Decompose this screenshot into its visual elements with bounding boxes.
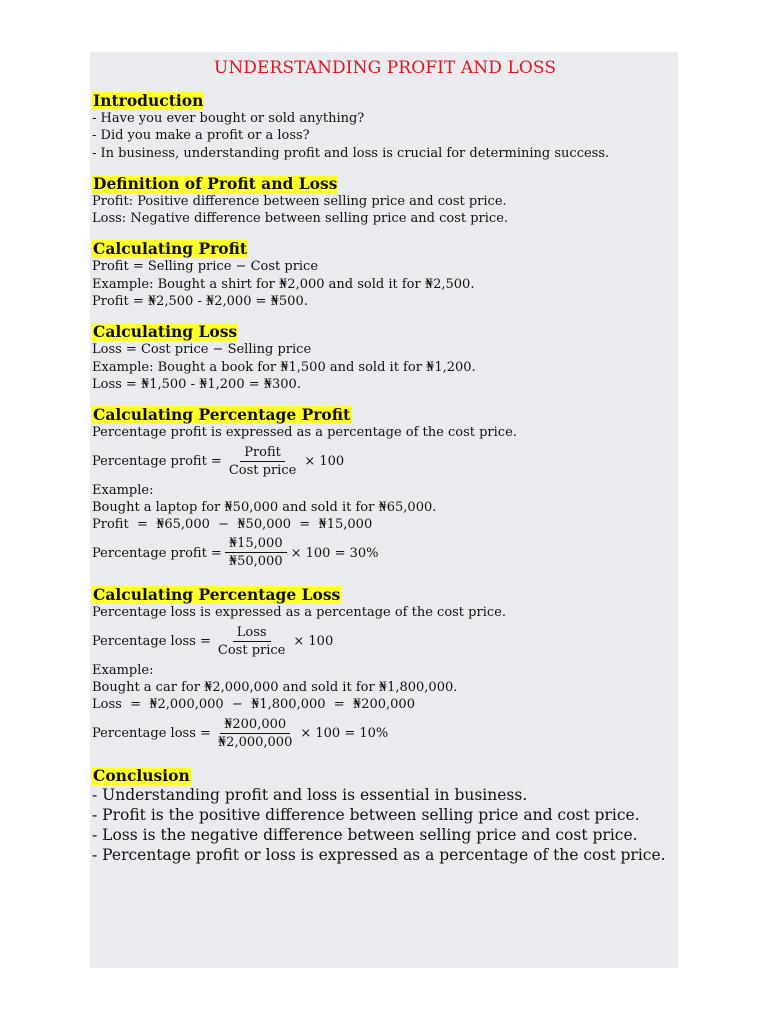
formula-fraction (214, 624, 289, 660)
loss-line: Loss = ₦1,500 - ₦1,200 = ₦300. (92, 376, 301, 392)
formula-denominator: ₦50,000 (228, 554, 283, 570)
section-heading: Calculating Profit (93, 239, 248, 259)
section-definition (92, 174, 678, 228)
pct-loss-intro: Percentage loss is expressed as a percentage of the cost price. (92, 605, 506, 621)
section-heading: Introduction (93, 91, 204, 110)
conclusion-line: - Percentage profit or loss is expressed as a percentage of the cost price. (92, 845, 666, 864)
loss-line: Example: Bought a book for ₦1,500 and sold it for ₦1,200. (92, 359, 476, 375)
formula-denominator: ₦2,000,000 (217, 734, 293, 750)
intro-line: - In business, understanding profit and loss is crucial for determining success. (92, 145, 610, 161)
loss-line: Loss = Cost price − Selling price (92, 342, 312, 358)
conclusion-line: - Profit is the positive difference between selling price and cost price. (92, 805, 640, 824)
conclusion-line: - Loss is the negative difference between selling price and cost price. (92, 825, 638, 844)
formula-numerator: ₦200,000 (220, 716, 290, 734)
example-label: Example: (92, 482, 154, 498)
section-conclusion (92, 766, 678, 865)
formula-lhs: Percentage profit = (92, 454, 222, 470)
difference-line: Loss = ₦2,000,000 − ₦1,800,000 = ₦200,000 (92, 697, 415, 713)
pct-profit-result (92, 533, 678, 573)
pct-profit-intro: Percentage profit is expressed as a percentage of the cost price. (92, 425, 517, 441)
formula-fraction (214, 716, 296, 752)
section-heading: Conclusion (93, 765, 190, 785)
section-heading: Calculating Loss (93, 322, 238, 342)
section-percentage-profit (92, 405, 678, 573)
profit-line: Profit = ₦2,500 - ₦2,000 = ₦500. (92, 294, 308, 310)
example-line: Bought a laptop for ₦50,000 and sold it for ₦65,000. (92, 499, 437, 515)
section-calculating-loss (92, 322, 678, 393)
definition-line: Loss: Negative difference between selling price and cost price. (92, 211, 509, 227)
formula-lhs: Percentage profit = (92, 545, 222, 561)
formula-rhs: × 100 = 10% (300, 726, 389, 742)
pct-loss-formula (92, 622, 678, 662)
profit-line: Profit = Selling price − Cost price (92, 259, 319, 275)
formula-lhs: Percentage loss = (92, 634, 211, 650)
formula-numerator: ₦15,000 (225, 535, 287, 553)
formula-numerator: Profit (240, 444, 285, 462)
section-heading: Definition of Profit and Loss (93, 173, 338, 193)
difference-line: Profit = ₦65,000 − ₦50,000 = ₦15,000 (92, 517, 373, 533)
formula-lhs: Percentage loss = (92, 726, 211, 742)
conclusion-line: - Understanding profit and loss is essential in business. (92, 785, 528, 804)
section-percentage-loss (92, 585, 678, 753)
profit-line: Example: Bought a shirt for ₦2,000 and sold it for ₦2,500. (92, 276, 475, 292)
formula-rhs: × 100 (304, 454, 345, 470)
example-label: Example: (92, 662, 154, 678)
definition-line: Profit: Positive difference between selling price and cost price. (92, 193, 507, 209)
section-introduction (92, 91, 678, 162)
pct-loss-result (92, 714, 678, 754)
section-heading: Calculating Percentage Loss (93, 585, 341, 605)
formula-numerator: Loss (233, 624, 271, 642)
formula-rhs: × 100 (293, 634, 334, 650)
page-title: UNDERSTANDING PROFIT AND LOSS (213, 58, 557, 78)
formula-rhs: × 100 = 30% (290, 545, 379, 561)
intro-line: - Have you ever bought or sold anything? (92, 111, 365, 126)
section-calculating-profit (92, 239, 678, 310)
intro-line: - Did you make a profit or a loss? (92, 128, 310, 144)
section-heading: Calculating Percentage Profit (93, 405, 351, 425)
document-page (90, 52, 678, 968)
pct-profit-formula (92, 442, 678, 482)
example-line: Bought a car for ₦2,000,000 and sold it for ₦1,800,000. (92, 680, 458, 696)
formula-fraction (225, 535, 287, 571)
formula-denominator: Cost price (228, 462, 297, 478)
formula-denominator: Cost price (217, 642, 286, 658)
formula-fraction (225, 444, 300, 480)
